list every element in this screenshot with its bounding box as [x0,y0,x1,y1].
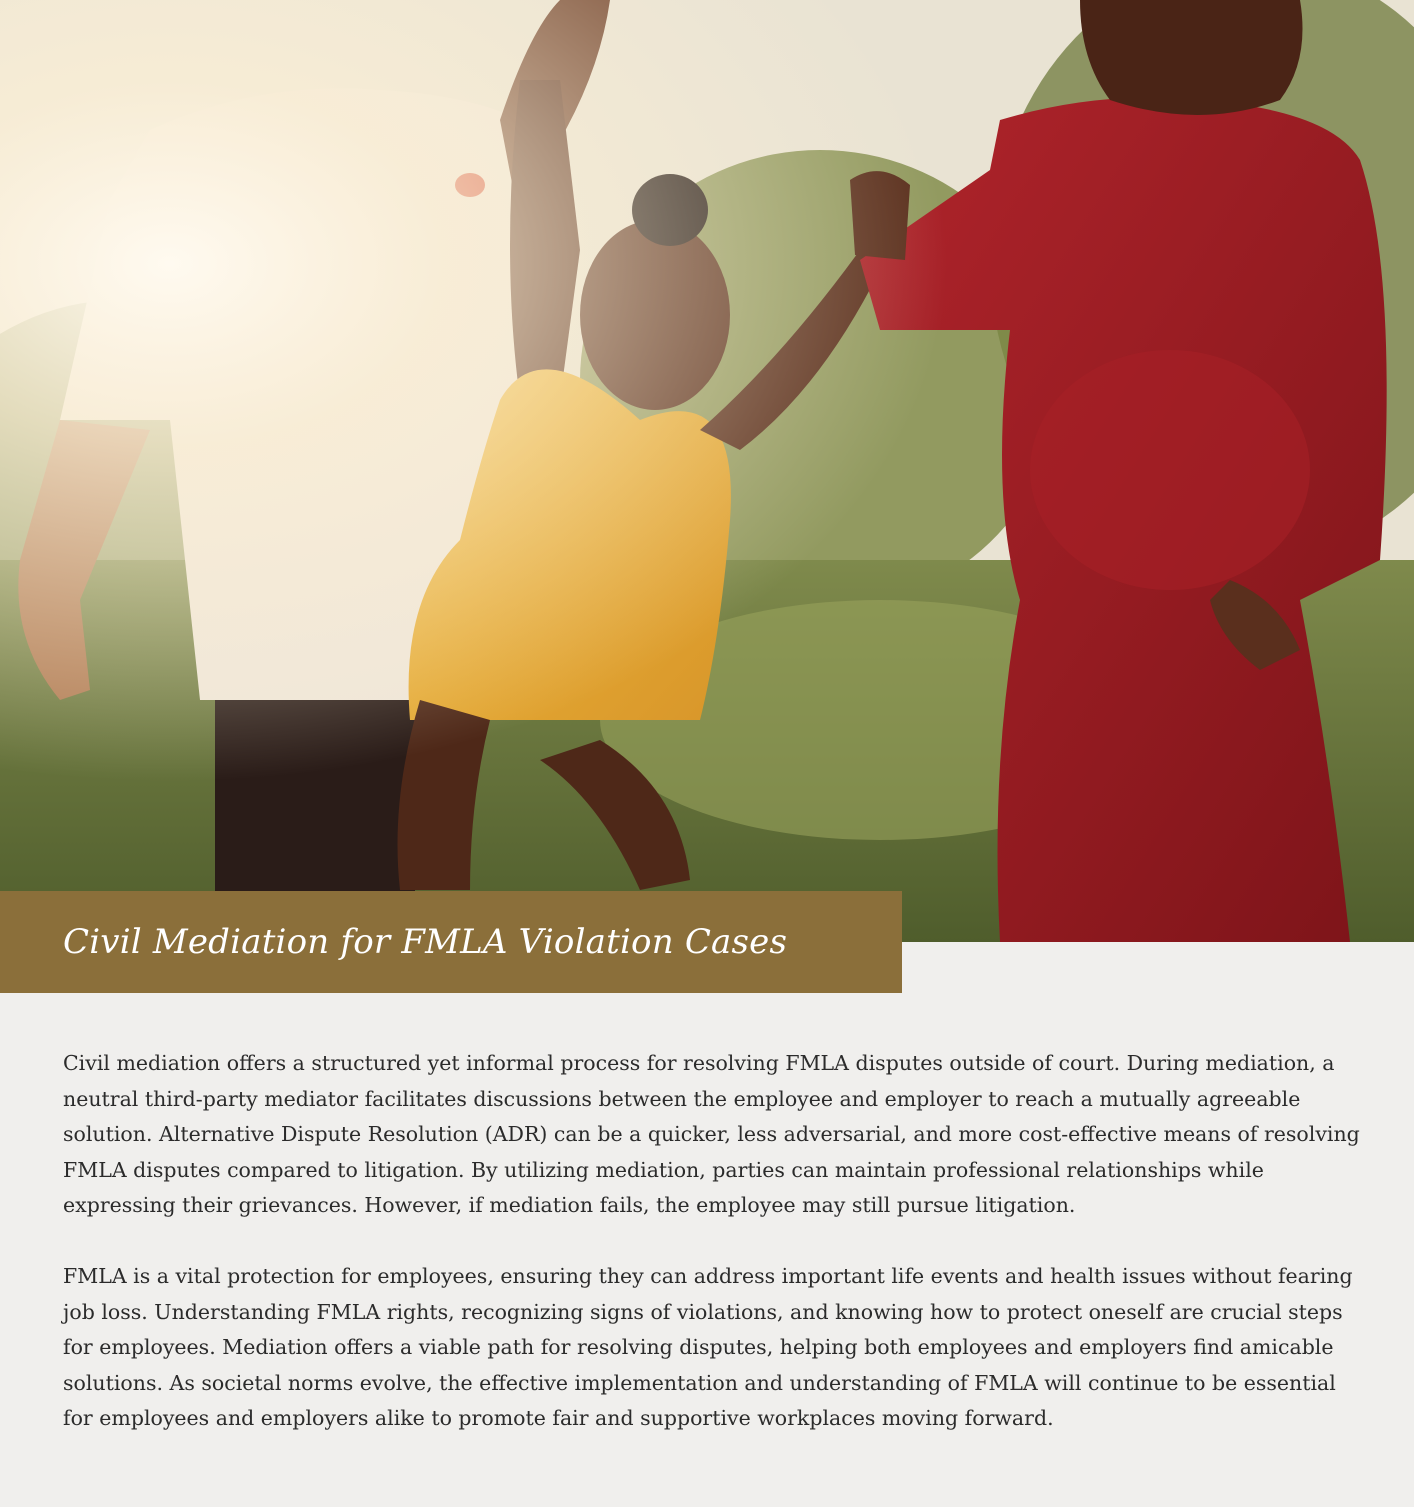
title-banner [0,891,902,993]
page-title: Civil Mediation for FMLA Violation Cases [63,922,788,962]
paragraph-conclusion: FMLA is a vital protection for employees, ensuring they can address important life events and health issues without fearing job loss. Understanding FMLA rights, recognizing signs of violations, and knowing how to protect oneself are crucial steps for employees. Mediation offers a viable path for resolving disputes, helping both employees and employers find amicable solutions. As societal norms evolve, the effective implementation and understanding of FMLA will continue to be essential for employees and employers alike to promote fair and supportive workplaces moving forward. [63,1263,1353,1431]
article-body [63,1046,1363,1472]
paragraph-mediation: Civil mediation offers a structured yet informal process for resolving FMLA disputes outside of court. During mediation, a neutral third-party mediator facilitates discussions between the employee and employer to reach a mutually agreeable solution. Alternative Dispute Resolution (ADR) can be a quicker, less adversarial, and more cost-effective means of resolving FMLA disputes compared to litigation. By utilizing mediation, parties can maintain professional relationships while expressing their grievances. However, if mediation fails, the employee may still pursue litigation. [63,1051,1360,1218]
